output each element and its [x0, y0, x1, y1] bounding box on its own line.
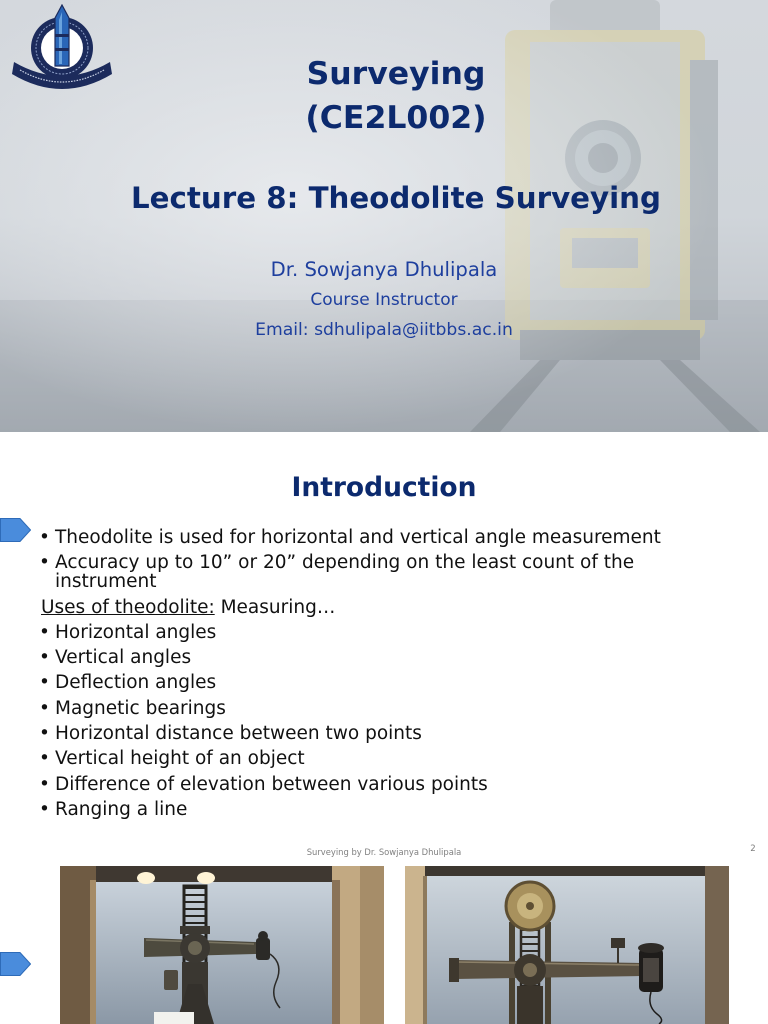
list-item: • Difference of elevation between various points — [41, 775, 695, 794]
uses-intro: Measuring… — [220, 596, 336, 618]
theodolite-photo-left — [60, 866, 384, 1024]
uses-label: Uses of theodolite: — [41, 596, 215, 618]
course-code: (CE2L002) — [305, 100, 487, 136]
page-number: 2 — [750, 844, 756, 854]
instructor-name: Dr. Sowjanya Dhulipala — [270, 258, 498, 281]
slide-title: Introduction — [291, 472, 477, 503]
arrow-marker-shape — [0, 952, 31, 976]
list-item: • Magnetic bearings — [41, 699, 695, 718]
photo-slide — [0, 862, 768, 1024]
arrow-marker-shape — [0, 518, 31, 542]
arrow-marker-icon[interactable] — [0, 518, 31, 542]
display-case — [405, 866, 729, 1024]
uses-heading — [41, 598, 695, 617]
lecture-title: Lecture 8: Theodolite Surveying — [130, 181, 662, 215]
list-item: • Ranging a line — [41, 800, 695, 819]
instructor-email: Email: sdhulipala@iitbbs.ac.in — [255, 320, 513, 340]
list-item: • Horizontal distance between two points — [41, 724, 695, 743]
introduction-slide — [0, 432, 768, 862]
list-item: • Horizontal angles — [41, 623, 695, 642]
arrow-marker-icon[interactable] — [0, 952, 31, 976]
title-slide — [0, 0, 768, 432]
list-item: • Deflection angles — [41, 673, 695, 692]
theodolite-photo-right — [405, 866, 729, 1024]
list-item: • Theodolite is used for horizontal and vertical angle measurement — [41, 528, 695, 547]
list-item: • Vertical height of an object — [41, 749, 695, 768]
instructor-role: Course Instructor — [310, 290, 458, 310]
list-item: • Accuracy up to 10” or 20” depending on the least count of the instrument — [41, 553, 695, 591]
slide-footer: Surveying by Dr. Sowjanya Dhulipala — [306, 847, 462, 857]
list-item: • Vertical angles — [41, 648, 695, 667]
course-title: Surveying — [306, 56, 486, 92]
bullet-list — [41, 528, 695, 825]
label-card — [154, 1012, 194, 1024]
